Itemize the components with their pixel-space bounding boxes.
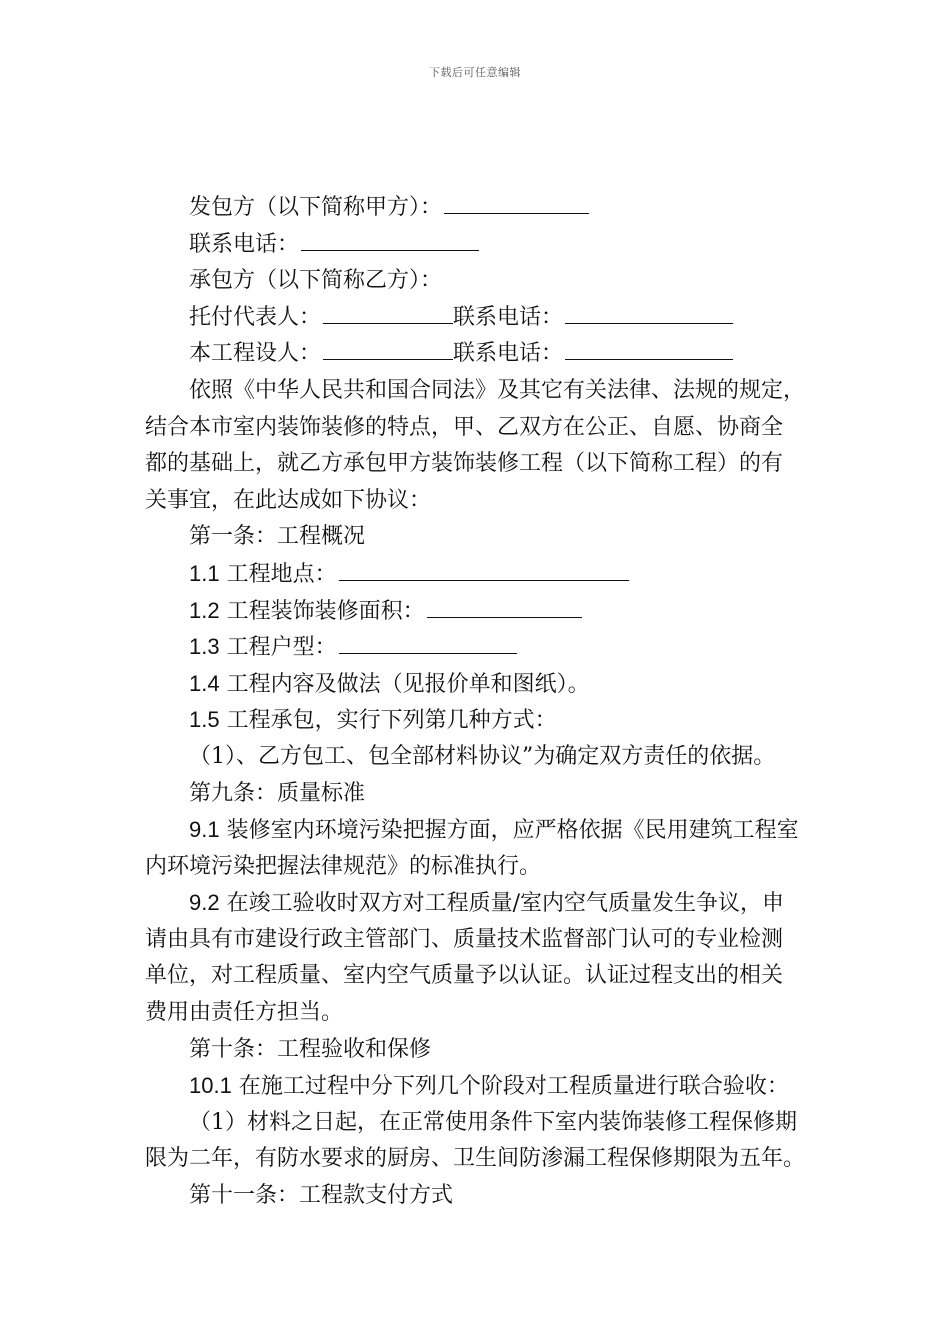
line-text: （1）、乙方包工、包全部材料协议”为确定双方责任的依据。 xyxy=(189,743,776,769)
line-text: 单位，对工程质量、室内空气质量予以认证。认证过程支出的相关 xyxy=(145,963,784,989)
line-text: 承包方（以下简称乙方）： xyxy=(189,268,443,294)
text-line xyxy=(145,849,825,886)
line-text-secondary: 联系电话： xyxy=(453,341,564,367)
line-text: 关事宜，在此达成如下协议： xyxy=(145,487,432,513)
line-text: 工程户型： xyxy=(226,635,337,661)
text-line xyxy=(145,739,825,776)
line-text: 请由具有市建设行政主管部门、质量技术监督部门认可的专业检测 xyxy=(145,926,784,952)
page-header-note: 下载后可任意编辑 xyxy=(429,66,521,79)
contract-body xyxy=(145,190,825,1215)
line-text-secondary: 联系电话： xyxy=(453,304,564,330)
text-line xyxy=(145,483,825,520)
text-line xyxy=(145,263,825,300)
text-line xyxy=(145,300,825,337)
fill-in-blank[interactable] xyxy=(427,599,582,618)
line-text: 发包方（以下简称甲方）： xyxy=(189,195,443,220)
text-line xyxy=(145,776,825,813)
text-line xyxy=(145,410,825,447)
fill-in-blank[interactable] xyxy=(565,305,733,324)
line-text: 工程承包，实行下列第几种方式： xyxy=(226,708,557,734)
text-line xyxy=(145,1032,825,1069)
clause-number: 1.5 xyxy=(189,707,220,733)
text-line xyxy=(145,995,825,1032)
text-line xyxy=(145,227,825,264)
line-text: 第一条：工程概况 xyxy=(189,524,366,550)
text-line xyxy=(145,1141,825,1178)
text-line xyxy=(145,629,825,666)
line-text: 依照《中华人民共和国合同法》及其它有关法律、法规的规定， xyxy=(189,377,806,403)
clause-number: 1.2 xyxy=(189,597,220,623)
fill-in-blank[interactable] xyxy=(339,562,629,581)
line-text: 限为二年，有防水要求的厨房、卫生间防渗漏工程保修期限为五年。 xyxy=(145,1146,806,1172)
text-line xyxy=(145,812,825,849)
line-text: 结合本市室内装饰装修的特点，甲、乙双方在公正、自愿、协商全 xyxy=(145,414,784,440)
fill-in-blank[interactable] xyxy=(565,341,733,360)
line-text: 在施工过程中分下列几个阶段对工程质量进行联合验收： xyxy=(238,1074,789,1100)
text-line xyxy=(145,593,825,630)
text-line xyxy=(145,336,825,373)
text-line xyxy=(145,1105,825,1142)
clause-number: 9.1 xyxy=(189,817,220,843)
text-line xyxy=(145,1178,825,1215)
text-line xyxy=(145,446,825,483)
text-line xyxy=(145,190,825,227)
text-line xyxy=(145,556,825,593)
line-text: 工程装饰装修面积： xyxy=(226,598,425,624)
text-line xyxy=(145,958,825,995)
text-line xyxy=(145,922,825,959)
line-text: 工程内容及做法（见报价单和图纸）。 xyxy=(226,671,590,697)
text-line xyxy=(145,885,825,922)
text-line xyxy=(145,702,825,739)
clause-number: 1.3 xyxy=(189,634,220,660)
line-text: 本工程设人： xyxy=(189,341,322,367)
clause-number: 1.4 xyxy=(189,670,220,696)
line-text: 托付代表人： xyxy=(189,304,322,330)
text-line xyxy=(145,519,825,556)
line-text: 都的基础上，就乙方承包甲方装饰装修工程（以下简称工程）的有 xyxy=(145,451,784,477)
text-line xyxy=(145,373,825,410)
line-text: 联系电话： xyxy=(189,231,300,257)
fill-in-blank[interactable] xyxy=(323,341,453,360)
clause-number: 1.1 xyxy=(189,560,220,586)
fill-in-blank[interactable] xyxy=(339,635,517,654)
line-text: 第九条：质量标准 xyxy=(189,780,366,806)
line-text: 装修室内环境污染把握方面，应严格依据《民用建筑工程室 xyxy=(226,818,799,844)
fill-in-blank[interactable] xyxy=(301,232,479,251)
line-text: 第十一条：工程款支付方式 xyxy=(189,1183,454,1209)
line-text: （1）材料之日起，在正常使用条件下室内装饰装修工程保修期 xyxy=(189,1109,797,1135)
line-text: 费用由责任方担当。 xyxy=(145,1000,344,1026)
line-text: 在竣工验收时双方对工程质量/室内空气质量发生争议，申 xyxy=(226,891,785,917)
text-line xyxy=(145,666,825,703)
line-text: 第十条：工程验收和保修 xyxy=(189,1036,432,1062)
clause-number: 10.1 xyxy=(189,1073,232,1099)
clause-number: 9.2 xyxy=(189,890,220,916)
fill-in-blank[interactable] xyxy=(444,195,589,214)
line-text: 内环境污染把握法律规范》的标准执行。 xyxy=(145,853,542,879)
fill-in-blank[interactable] xyxy=(323,305,453,324)
line-text: 工程地点： xyxy=(226,561,337,587)
text-line xyxy=(145,1068,825,1105)
